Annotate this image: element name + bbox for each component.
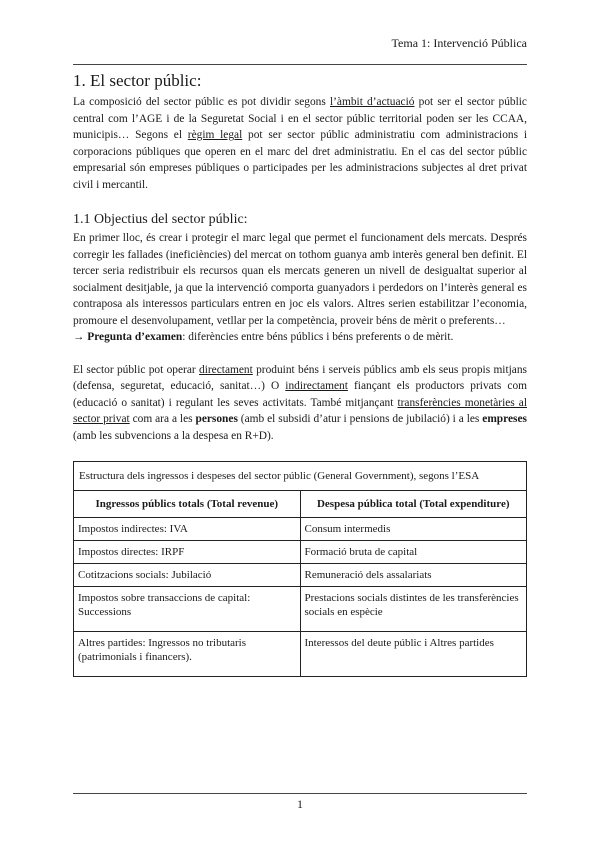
table-cell: Cotitzacions socials: Jubilació (74, 564, 301, 587)
table-cell: Impostos indirectes: IVA (74, 518, 301, 541)
objectives-paragraph: En primer lloc, és crear i protegir el marc legal que permet el funcionament dels mercats. Després corregir les fallades (ineficiències) del mercat on tothom guanya amb interès general ben definit. El tercer seria redistribuir els recursos quan els mercats generen un nivell de desigualtat superior al socialment desitjable, ja que la intervenció comporta guanyadors i perdedors on l’interès general es contraposa als interessos particulars entren en joc els valors. Altres serien estabilitzar l’economia, promoure el desenvolupament, vetllar per la competència, proveir béns de mèrit o preferents… (73, 232, 527, 327)
header-divider (73, 64, 527, 65)
underlined-term: l’àmbit d’actuació (329, 96, 415, 108)
table-row (74, 541, 527, 564)
operations-paragraph: El sector públic pot operar directament produint béns i serveis públics amb els seus propis mitjans (defensa, seguretat, educació, sanitat…) O indirectament fiançant els productors privats com (educació o sanitat) i regulant les seves activitats. També mitjançant transferències monetàries al sector privat com ara a les persones (amb el subsidi d’atur i pensions de jubilació) i a les empreses (amb les subvencions a la despesa en R+D). (73, 363, 527, 442)
table-row (74, 587, 527, 632)
revenue-expenditure-table (73, 461, 527, 677)
exam-question-label: Pregunta d’examen (87, 331, 183, 343)
table-row (74, 564, 527, 587)
page-body (73, 70, 527, 677)
section-1-title: 1. El sector públic: (73, 71, 202, 90)
section-1-paragraph: La composició del sector públic es pot dividir segons l’àmbit d’actuació pot ser el sector públic central com l’AGE i de la Seguretat Social i en el sector públic territorial poden ser les CCAA, municipis… Segons el règim legal pot ser sector públic administratiu com administracions i corporacions públiques que operen en el marc del dret administratiu. En el cas del sector públic empresarial són empreses públiques o participades per les administracions subjectes al dret privat civil i mercantil. (73, 96, 527, 191)
exam-question-note: → Pregunta d’examen: diferències entre béns públics i béns preferents o de mèrit. (73, 331, 454, 343)
table-cell: Interessos del deute públic i Altres partides (300, 632, 527, 677)
underlined-term: règim legal (187, 129, 243, 141)
table-cell: Impostos directes: IRPF (74, 541, 301, 564)
underlined-term: directament (199, 363, 253, 376)
table-cell: Remuneració dels assalariats (300, 564, 527, 587)
table-caption: Estructura dels ingressos i despeses del sector públic (General Government), segons l’ESA (74, 462, 527, 491)
arrow-icon: → (73, 331, 88, 343)
table-cell: Prestacions socials distintes de les transferències socials en espècie (300, 587, 527, 632)
underlined-term: indirectament (285, 380, 348, 392)
section-1-1-title: 1.1 Objectius del sector públic: (73, 212, 248, 227)
table-cell: Formació bruta de capital (300, 541, 527, 564)
bold-term: persones (195, 413, 238, 425)
table-row (74, 518, 527, 541)
table-cell: Impostos sobre transaccions de capital: Successions (74, 587, 301, 632)
table-cell: Altres partides: Ingressos no tributaris (patrimonials i financers). (74, 632, 301, 677)
bold-term: empreses (482, 413, 527, 425)
table-cell: Consum intermedis (300, 518, 527, 541)
footer-divider (73, 793, 527, 794)
underlined-term: transferències monetàries al sector privat (73, 396, 527, 425)
table-header-revenue: Ingressos públics totals (Total revenue) (74, 491, 301, 518)
table-row (74, 632, 527, 677)
page-number: 1 (297, 797, 303, 811)
table-header-expenditure: Despesa pública total (Total expenditure) (300, 491, 527, 518)
running-header: Tema 1: Intervenció Pública (391, 36, 527, 50)
